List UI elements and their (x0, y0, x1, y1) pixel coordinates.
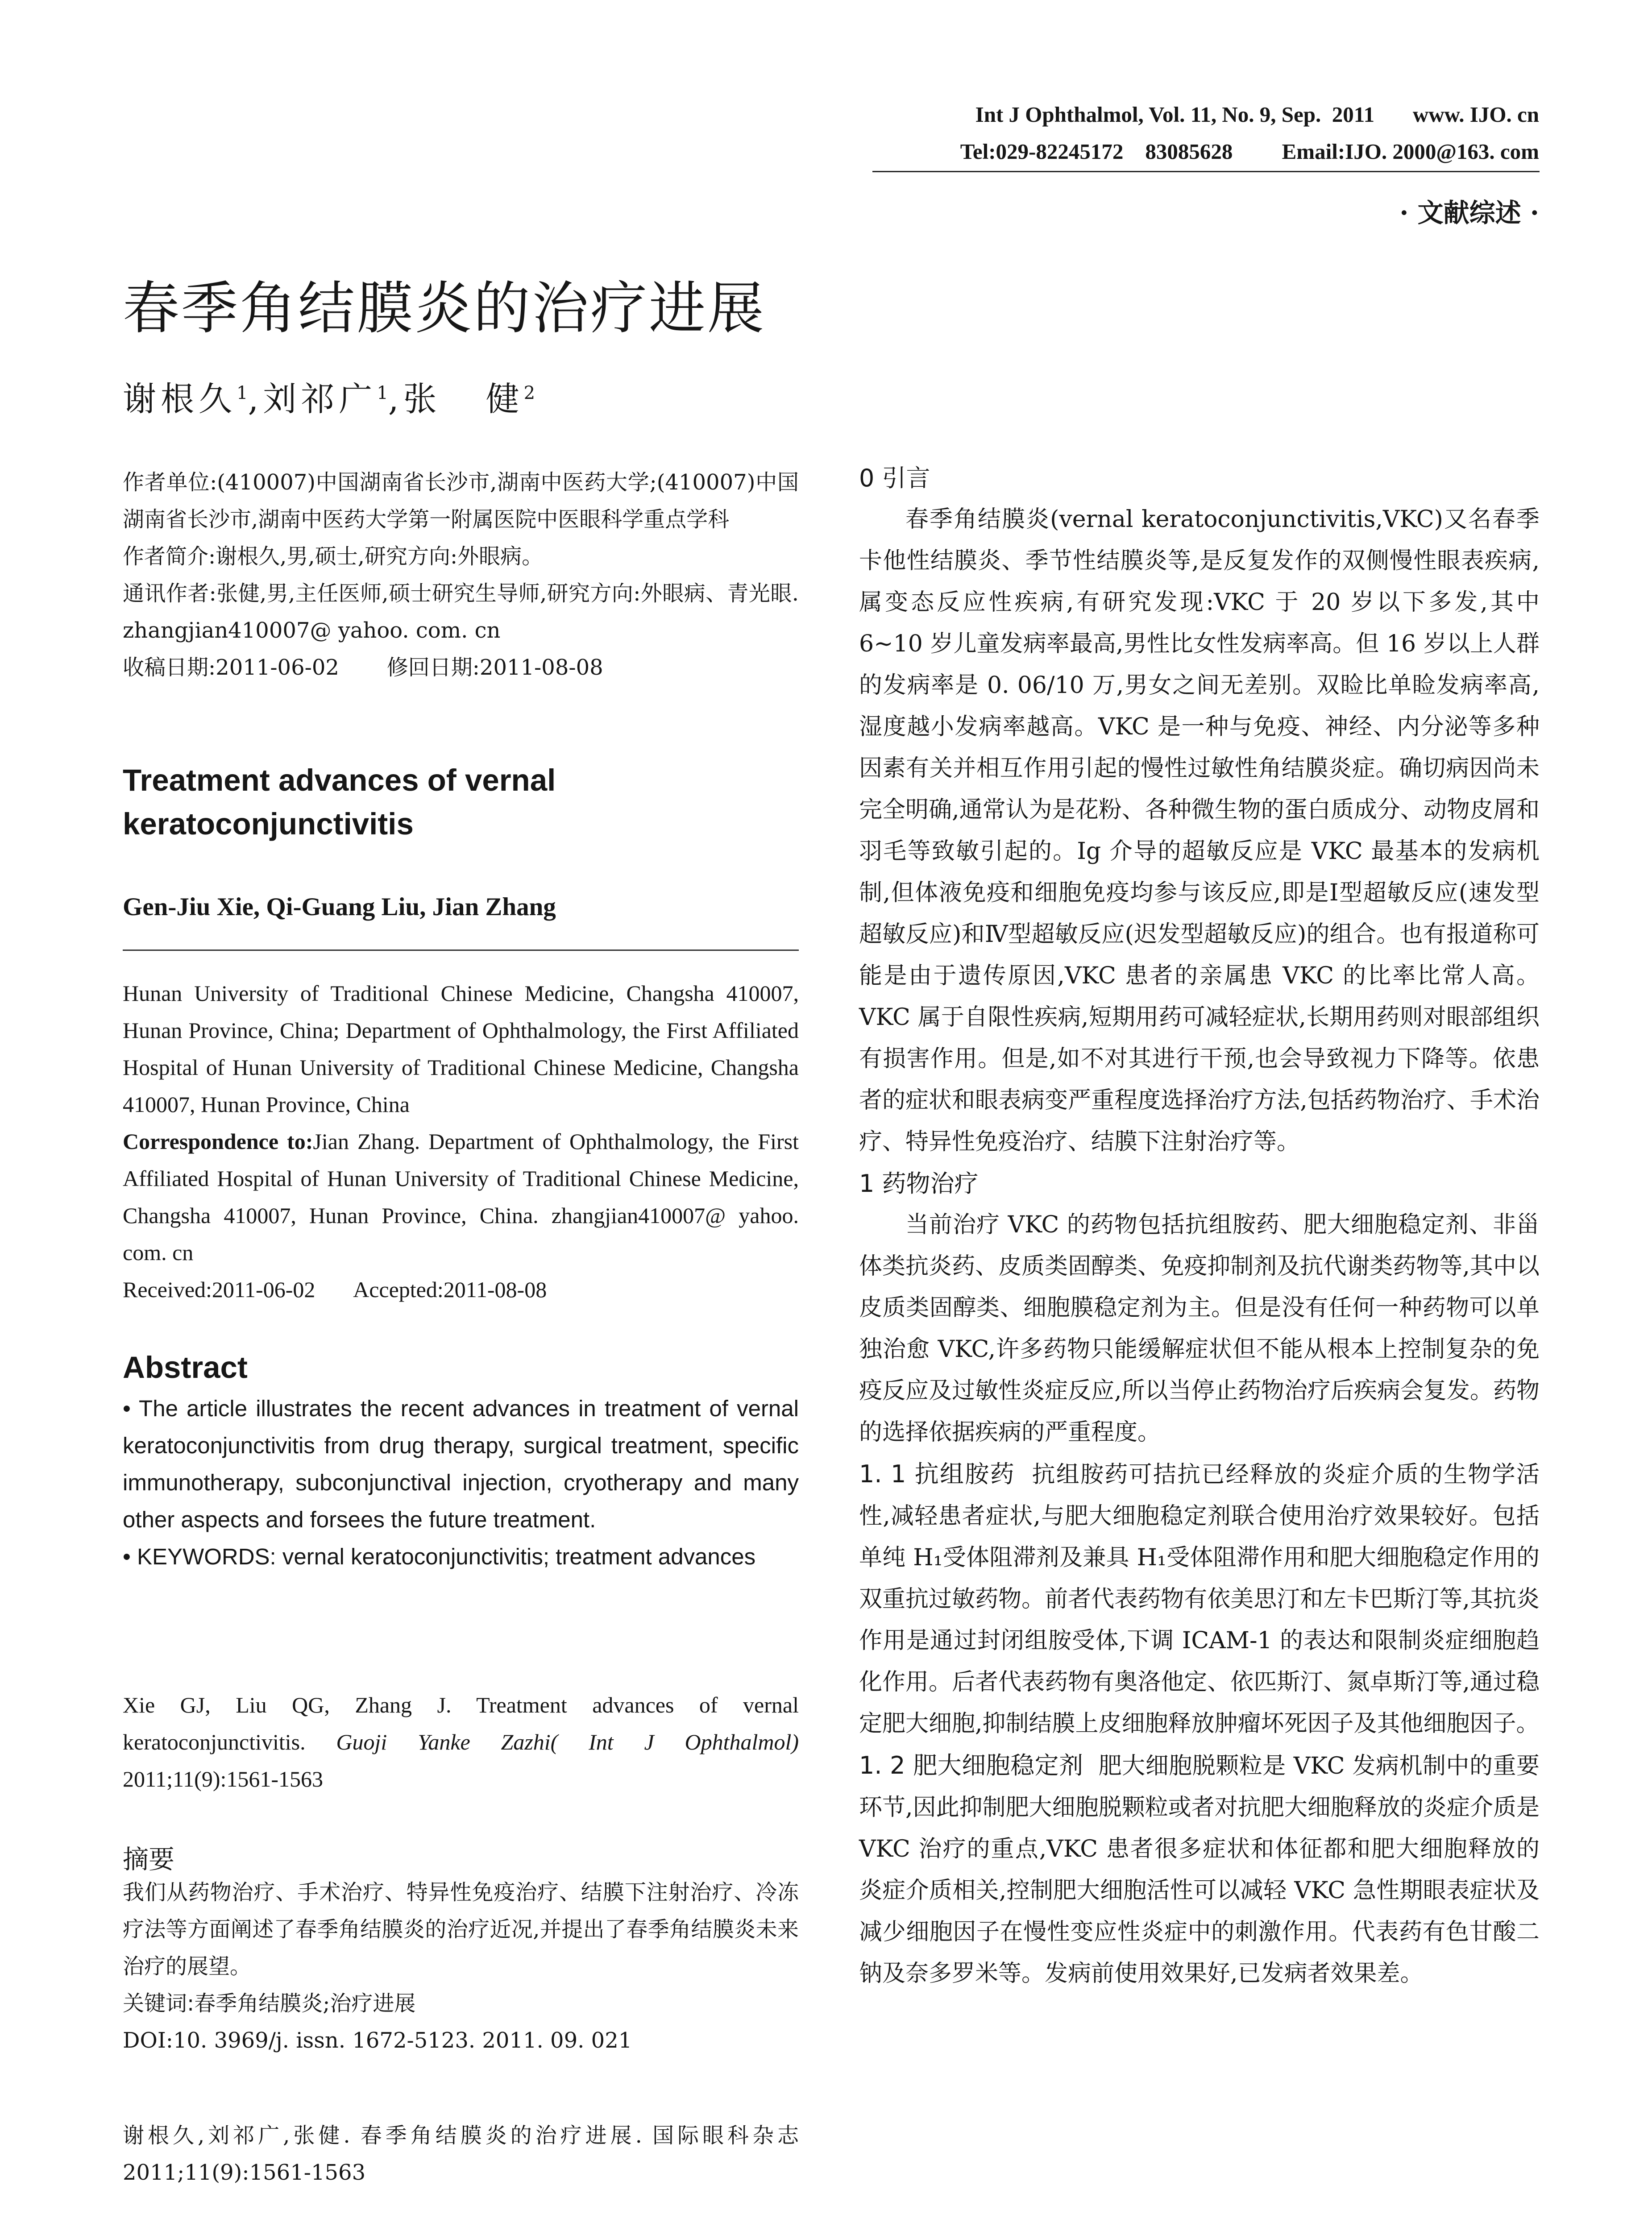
abstract-text: • The article illustrates the recent advances in treatment of vernal keratoconjunctivitis from drug therapy, surgical treatment, specific immunotherapy, subconjunctival injection, cryotherapy and many other aspects and forsees the future treatment. (123, 1396, 799, 1532)
zh-citation: 谢根久,刘祁广,张健. 春季角结膜炎的治疗进展. 国际眼科杂志 2011;11(9):1561-1563 (123, 2123, 799, 2185)
english-correspondence (123, 1123, 799, 1271)
english-affiliation: Hunan University of Traditional Chinese Medicine, Changsha 410007, Hunan Province, China; Department of Ophthalmology, the First Affiliated Hospital of Hunan University of Traditional Chinese Medicine, Changsha 410007, Hunan Province, China (123, 981, 799, 1117)
author-3: ,张 (388, 379, 441, 419)
section-1-1-text: 抗组胺药可拮抗已经释放的炎症介质的生物学活性,减轻患者症状,与肥大细胞稳定剂联合使用治疗效果较好。包括单纯 H₁受体阻滞剂及兼具 H₁受体阻滞作用和肥大细胞稳定作用的双重抗过敏药物。前者代表药物有依美思汀和左卡巴斯汀等,其抗炎作用是通过封闭组胺受体,下调 ICAM-1 的表达和限制炎症细胞趋化作用。后者代表药物有奥洛他定、依匹斯汀、氮卓斯汀等,通过稳定肥大细胞,抑制结膜上皮细胞释放肿瘤坏死因子及其他细胞因子。 (859, 1461, 1540, 1737)
affiliation-block (123, 464, 799, 686)
abstract-block (123, 1390, 799, 1575)
section-1-text: 当前治疗 VKC 的药物包括抗组胺药、肥大细胞稳定剂、非甾体类抗炎药、皮质类固醇类、免疫抑制剂及抗代谢类药物等,其中以皮质类固醇类、细胞膜稳定剂为主。但是没有任何一种药物可以单独治愈 VKC,许多药物只能缓解症状但不能从根本上控制复杂的免疫反应及过敏性炎症反应,所以当停止药物治疗后疾病会复发。药物的选择依据疾病的严重程度。 (859, 1211, 1540, 1446)
journal-header-line2: Tel:029-82245172 83085628 Email:IJO. 2000@163. com (960, 139, 1539, 164)
zh-keywords-text: 春季角结膜炎;治疗进展 (194, 1991, 416, 2016)
abstract-heading: Abstract (123, 1350, 248, 1385)
author-list (123, 373, 535, 420)
section-intro-text: 春季角结膜炎(vernal keratoconjunctivitis,VKC)又名春季卡他性结膜炎、季节性结膜炎等,是反复发作的双侧慢性眼表疾病,属变态反应性疾病,有研究发现:VKC 于 20 岁以下多发,其中 6~10 岁儿童发病率最高,男性比女性发病率高。但 16 岁以上人群的发病率是 0. 06/10 万,男女之间无差别。双睑比单睑发病率高,湿度越小发病率越高。VKC 是一种与免疫、神经、内分泌等多种因素有关并相互作用引起的慢性过敏性角结膜炎症。确切病因尚未完全明确,通常认为是花粉、各种微生物的蛋白质成分、动物皮屑和羽毛等致敏引起的。Ig 介导的超敏反应是 VKC 最基本的发病机制,但体液免疫和细胞免疫均参与该反应,即是Ⅰ型超敏反应(速发型超敏反应)和Ⅳ型超敏反应(迟发型超敏反应)的组合。也有报道称可能是由于遗传原因,VKC 患者的亲属患 VKC 的比率比常人高。VKC 属于自限性疾病,短期用药可减轻症状,长期用药则对眼部组织有损害作用。但是,如不对其进行干预,也会导致视力下降等。依患者的症状和眼表病变严重程度选择治疗方法,包括药物治疗、手术治疗、特异性免疫治疗、结膜下注射治疗等。 (859, 506, 1540, 1155)
citation-post: 2011;11(9):1561-1563 (123, 1767, 324, 1791)
section-1-heading: 1 药物治疗 (859, 1169, 979, 1198)
english-citation (123, 1687, 799, 1798)
body-right-column (859, 457, 1540, 1995)
author-1-sup: 1 (237, 383, 248, 403)
zh-abstract-text: 我们从药物治疗、手术治疗、特异性免疫治疗、结膜下注射治疗、冷冻疗法等方面阐述了春季角结膜炎的治疗近况,并提出了春季角结膜炎未来治疗的展望。 (123, 1880, 799, 1979)
journal-header-line1: Int J Ophthalmol, Vol. 11, No. 9, Sep. 2011 www. IJO. cn (975, 102, 1539, 127)
english-title: Treatment advances of vernal keratoconjunctivitis (123, 763, 556, 841)
citation-pre: Xie GJ, Liu QG, Zhang J. Treatment advances of vernal keratoconjunctivitis. (123, 1692, 799, 1754)
header-divider (872, 171, 1540, 172)
author-3b: 健 (486, 379, 524, 419)
section-1-2-text: 肥大细胞脱颗粒是 VKC 发病机制中的重要环节,因此抑制肥大细胞脱颗粒或者对抗肥大细胞释放的炎症介质是 VKC 治疗的重点,VKC 患者很多症状和体征都和肥大细胞释放的炎症介质相关,控制肥大细胞活性可以减轻 VKC 急性期眼表症状及减少细胞因子在慢性变应性炎症中的刺激作用。代表药有色甘酸二钠及奈多罗米等。发病前使用效果好,已发病者效果差。 (859, 1753, 1540, 1987)
doi: DOI:10. 3969/j. issn. 1672-5123. 2011. 09. 021 (123, 2028, 632, 2053)
section-1-2 (859, 1745, 1540, 1995)
english-affiliation-block (123, 975, 799, 1308)
section-1-1 (859, 1453, 1540, 1745)
zh-abstract-heading: 摘要 (123, 1844, 175, 1874)
paper-title: 春季角结膜炎的治疗进展 (123, 275, 766, 341)
section-intro-heading: 0 引言 (859, 464, 930, 492)
received-dates: 收稿日期:2011-06-02 修回日期:2011-08-08 (123, 655, 603, 680)
author-2-sup: 1 (377, 383, 388, 403)
section-1-1-heading: 1. 1 抗组胺药 (859, 1460, 1015, 1488)
section-1-2-heading: 1. 2 肥大细胞稳定剂 (859, 1751, 1083, 1779)
affiliation-unit: 作者单位:(410007)中国湖南省长沙市,湖南中医药大学;(410007)中国湖南省长沙市,湖南中医药大学第一附属医院中医眼科学重点学科 (123, 470, 799, 532)
section-tag: · 文献综述 · (1399, 198, 1539, 228)
zh-keywords (123, 1985, 799, 2022)
zh-keywords-label: 关键词: (123, 1991, 195, 2016)
author-3-sup: 2 (523, 383, 535, 403)
author-divider (123, 950, 799, 951)
citation-journal: Guoji Yanke Zazhi( Int J Ophthalmol) (336, 1729, 799, 1754)
zh-abstract-block (123, 1874, 799, 2059)
correspondence-label: Correspondence to: (123, 1129, 313, 1154)
author-1: 谢根久 (123, 379, 237, 419)
english-dates: Received:2011-06-02 Accepted:2011-08-08 (123, 1277, 547, 1302)
correspondence-text: Jian Zhang. Department of Ophthalmology, the First Affiliated Hospital of Hunan University of Traditional Chinese Medicine, Changsha 410007, Hunan Province, China. zhangjian410007@ yahoo. com. cn (123, 1129, 799, 1265)
corresponding-author: 通讯作者:张健,男,主任医师,硕士研究生导师,研究方向:外眼病、青光眼. zhangjian410007@ yahoo. com. cn (123, 581, 799, 643)
english-authors: Gen-Jiu Xie, Qi-Guang Liu, Jian Zhang (123, 893, 556, 921)
author-2: ,刘祁广 (248, 379, 377, 419)
abstract-keywords: • KEYWORDS: vernal keratoconjunctivitis; treatment advances (123, 1544, 756, 1569)
author-brief: 作者简介:谢根久,男,硕士,研究方向:外眼病。 (123, 544, 544, 569)
